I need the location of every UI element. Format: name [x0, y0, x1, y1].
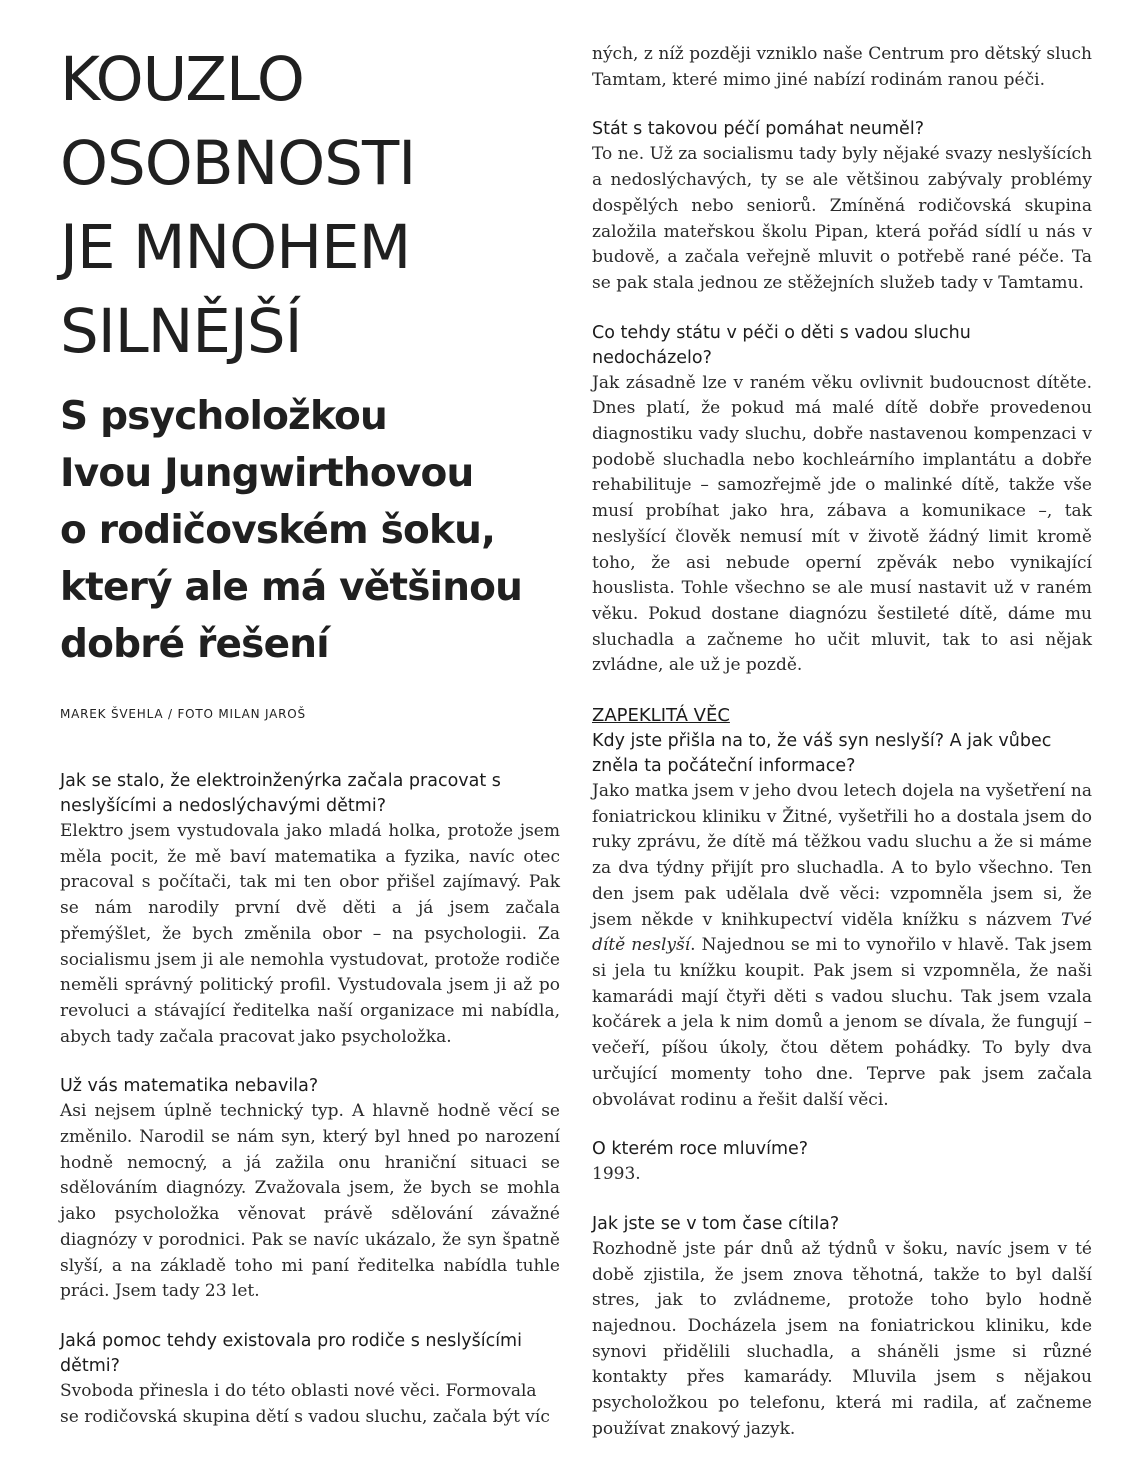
- interview-answer: Elektro jsem vystudovala jako mladá holka, protože jsem měla pocit, že mě baví matematika a fyzika, navíc otec pracoval s počítači, tak mi ten obor přišel zajímavý. Pak se nám narodily první dvě děti a já jsem začala přemýšlet, že bych změnila obor – na psychologii. Za socialismu jsem ji ale nemohla vystudovat, protože rodiče neměli správný politický profil. Vystudovala jsem ji až po revoluci a stávající ředitelka naší organizace mi nabídla, abych tady začala pracovat jako psycholožka.: [60, 821, 560, 1047]
- qa-block: [592, 729, 1092, 1113]
- right-column: [592, 42, 1092, 1467]
- qa-block: [60, 1074, 560, 1305]
- interview-question: Jak se stalo, že elektroinženýrka začala pracovat s neslyšícími a nedoslýchavými dětmi?: [60, 771, 501, 816]
- title-line: SILNĚJŠÍ: [60, 296, 302, 367]
- subtitle-line: dobré řešení: [60, 622, 329, 667]
- interview-answer: Rozhodně jste pár dnů až týdnů v šoku, navíc jsem v té době zjistila, že jsem znova těhotná, takže to byl další stres, jak to zvládneme, protože toho bylo hodně najednou. Docházela jsem na foniatrickou kliniku, kde synovi přidělili sluchadla, a sháněli jsme si různé kontakty přes kamarády. Mluvila jsem s nějakou psycholožkou po telefonu, která mi radila, ať začneme používat znakový jazyk.: [592, 1238, 1092, 1439]
- interview-answer: Svoboda přinesla i do této oblasti nové věci. Formovala se rodičovská skupina dětí s vadou sluchu, začala být víc: [60, 1380, 550, 1427]
- interview-question: Jaká pomoc tehdy existovala pro rodiče s neslyšícími dětmi?: [60, 1330, 522, 1376]
- article-subtitle: [60, 388, 560, 673]
- interview-question: Kdy jste přišla na to, že váš syn neslyší? A jak vůbec zněla ta počáteční informace?: [592, 731, 1052, 777]
- continuation-block: [592, 42, 1092, 93]
- interview-answer: To ne. Už za socialismu tady byly nějaké svazy neslyšících a nedoslýchavých, ty se ale většinou zabývaly problémy dospělých nebo seniorů. Zmíněná rodičovská skupina založila mateřskou školu Pipan, která pořád sídlí u nás v budově, a začala veřejně mluvit o potřebě rané péče. Ta se pak stala jednou ze stěžejních služeb tady v Tamtamu.: [592, 144, 1092, 293]
- qa-block: [592, 117, 1092, 296]
- interview-question: Stát s takovou péčí pomáhat neuměl?: [592, 119, 924, 140]
- title-line: OSOBNOSTI: [60, 128, 416, 199]
- left-column: [60, 38, 560, 1454]
- left-qa-list: [60, 769, 560, 1430]
- section-heading: ZAPEKLITÁ VĚC: [592, 705, 730, 727]
- subtitle-line: Ivou Jungwirthovou: [60, 451, 474, 496]
- interview-answer: Asi nejsem úplně technický typ. A hlavně hodně věcí se změnilo. Narodil se nám syn, který byl hned po narození hodně nemocný, a já zažila onu hraniční situaci se sdělováním diagnózy. Zvažovala jsem, že bych se mohla jako psycholožka věnovat právě sdělování závažné diagnózy v porodnici. Pak se navíc ukázalo, že syn špatně slyší, a na základě toho mi paní ředitelka nabídla tuhle práci. Jsem tady 23 let.: [60, 1101, 560, 1302]
- qa-block: [592, 1137, 1092, 1188]
- interview-answer: Jak zásadně lze v raném věku ovlivnit budoucnost dítěte. Dnes platí, že pokud má malé dítě dobře provedenou diagnostiku vady sluchu, dobře nastavenou kompenzaci v podobě sluchadla nebo kochleárního implantátu a dobře rehabilituje – samozřejmě jde o malinké dítě, takže vše musí probíhat jako hra, zábava a komunikace –, tak neslyšící člověk nemusí mít v životě žádný limit kromě toho, že asi nebude operní zpěvák nebo vynikající houslista. Tohle všechno se ale musí nastavit už v raném věku. Pokud dostane diagnózu šestileté dítě, dáme mu sluchadla a začneme ho učit mluvit, tak to asi nějak zvládne, ale už je pozdě.: [592, 372, 1092, 676]
- answer-text: Jako matka jsem v jeho dvou letech dojela na vyšetření na foniatrickou kliniku v Žitné, vyšetřili ho a dostala jsem do ruky zprávu, že dítě má těžkou vadu sluchu a že si máme za dva týdny přijít pro sluchadla. A to bylo všechno. Ten den jsem pak udělala dvě věci: vzpomněla jsem si, že jsem někde v knihkupectví viděla knížku s názvem: [592, 781, 1092, 930]
- qa-block: [60, 1329, 560, 1430]
- interview-answer: [592, 779, 1092, 1113]
- subtitle-line: S psycholožkou: [60, 394, 388, 439]
- qa-block: [592, 1212, 1092, 1443]
- interview-question: Co tehdy státu v péči o děti s vadou sluchu nedocházelo?: [592, 322, 971, 368]
- subtitle-line: který ale má většinou: [60, 565, 523, 610]
- interview-question: O kterém roce mluvíme?: [592, 1139, 809, 1160]
- qa-block: [60, 769, 560, 1050]
- answer-text: . Najednou se mi to vynořilo v hlavě. Tak jsem si jela tu knížku koupit. Pak jsem si vzpomněla, že naši kamarádi mají čtyři děti s vadou sluchu. Tak jsem vzala kočárek a jela k nim domů a jenom se dívala, že fungují – večeří, píšou úkoly, čtou dětem pohádky. To byly dva určující momenty toho dne. Teprve pak jsem začala obvolávat rodinu a řešit další věci.: [592, 935, 1092, 1110]
- interview-question: Jak jste se v tom čase cítila?: [592, 1213, 840, 1234]
- book-title: Tvé dítě neslyší: [592, 909, 1092, 956]
- article-title: [60, 38, 560, 374]
- continued-answer: ných, z níž později vzniklo naše Centrum pro dětský sluch Tamtam, které mimo jiné nabízí rodinám ranou péči.: [592, 44, 1092, 90]
- interview-answer: 1993.: [592, 1164, 641, 1185]
- interview-question: Už vás matematika nebavila?: [60, 1076, 319, 1097]
- byline: MAREK ŠVEHLA / FOTO MILAN JAROŠ: [60, 707, 306, 721]
- subtitle-line: o rodičovském šoku,: [60, 508, 496, 553]
- title-line: JE MNOHEM: [60, 212, 411, 283]
- title-line: KOUZLO: [60, 44, 304, 115]
- qa-block: [592, 321, 1092, 679]
